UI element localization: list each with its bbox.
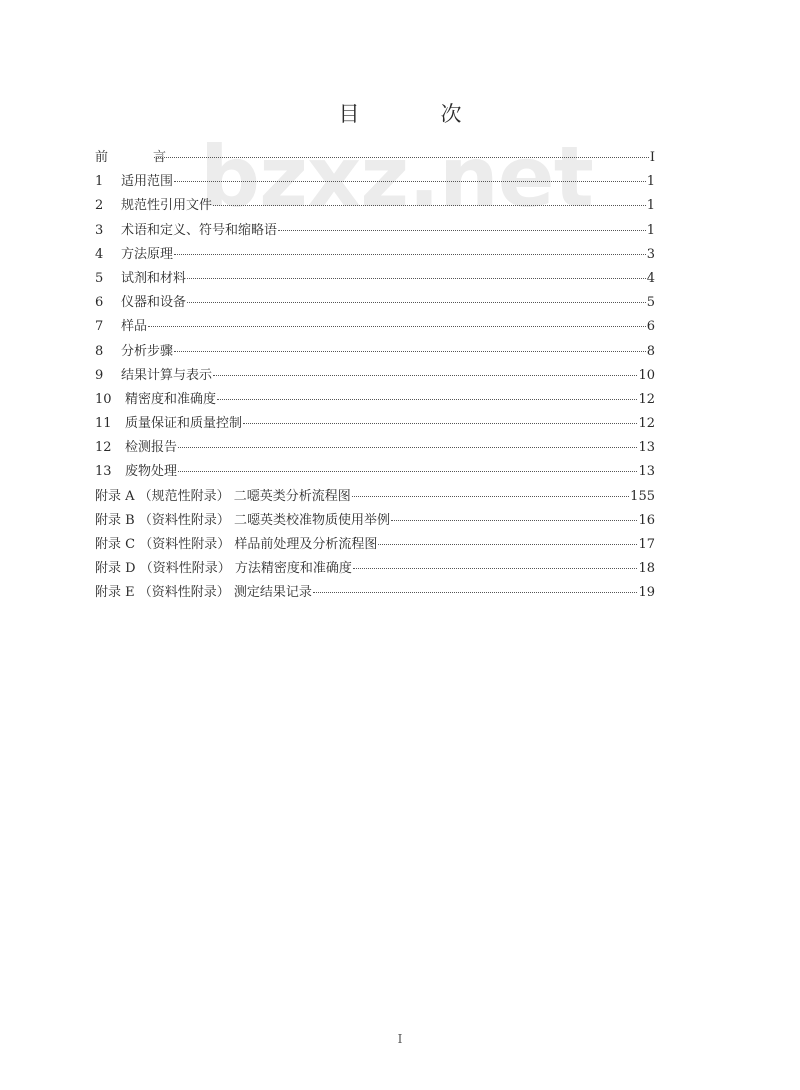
toc-entry-label: 结果计算与表示	[121, 367, 213, 383]
toc-entry-label: 精密度和准确度	[125, 391, 217, 407]
dot-leader	[391, 508, 638, 521]
toc-entry-label: 仪器和设备	[121, 295, 187, 311]
dot-leader	[213, 363, 637, 376]
dot-leader	[148, 315, 646, 328]
table-of-contents	[95, 146, 655, 606]
dot-leader	[213, 194, 646, 207]
dot-leader	[178, 436, 637, 449]
toc-entry-number: 10	[95, 391, 112, 407]
toc-entry-page: 17	[638, 537, 655, 552]
toc-entry[interactable]	[95, 291, 655, 315]
toc-entry-label: 术语和定义、符号和缩略语	[121, 222, 278, 238]
toc-entry-page: 1	[646, 198, 655, 214]
toc-entry[interactable]	[95, 557, 655, 581]
toc-entry-page: 16	[638, 512, 655, 528]
dot-leader	[174, 339, 646, 352]
toc-entry-label: 样品	[121, 319, 148, 335]
dot-leader	[174, 170, 646, 183]
toc-entry-number: 7	[95, 319, 104, 335]
toc-entry-label: 分析步骤	[121, 343, 174, 359]
toc-entry[interactable]	[95, 315, 655, 339]
page-number-footer: I	[397, 1032, 403, 1046]
dot-leader	[174, 242, 646, 255]
toc-entry-page: I	[649, 150, 655, 165]
toc-entry[interactable]	[95, 340, 655, 364]
toc-entry-page: 13	[638, 440, 655, 456]
dot-leader	[154, 145, 649, 158]
toc-entry-number: 1	[95, 174, 104, 190]
toc-entry-page: 12	[638, 391, 655, 407]
toc-entry-label: 附录 C （资料性附录） 样品前处理及分析流程图	[95, 537, 378, 552]
toc-entry-number: 5	[95, 270, 104, 286]
dot-leader	[178, 460, 637, 473]
toc-entry-page: 18	[638, 561, 655, 577]
toc-entry-number: 3	[95, 222, 104, 238]
toc-entry[interactable]	[95, 412, 655, 436]
toc-entry-page: 1	[646, 174, 655, 190]
toc-entry-label: 废物处理	[125, 464, 178, 480]
toc-entry-label: 附录 D （资料性附录） 方法精密度和准确度	[95, 561, 352, 577]
toc-entry[interactable]	[95, 581, 655, 605]
toc-entry-label: 质量保证和质量控制	[125, 416, 243, 432]
dot-leader	[187, 266, 646, 279]
toc-entry-page: 155	[630, 488, 655, 504]
toc-entry-page: 19	[638, 585, 655, 601]
toc-entry[interactable]	[95, 485, 655, 509]
toc-entry-page: 1	[646, 222, 655, 238]
toc-entry-page: 10	[638, 367, 655, 383]
toc-entry-page: 4	[646, 270, 655, 286]
toc-entry-page: 12	[638, 416, 655, 432]
toc-entry-number: 6	[95, 295, 104, 311]
toc-entry-page: 3	[646, 246, 655, 262]
toc-entry-page: 13	[638, 464, 655, 480]
dot-leader	[243, 411, 637, 424]
toc-entry-page: 6	[646, 319, 655, 335]
dot-leader	[217, 387, 637, 400]
toc-entry-label: 附录 E （资料性附录） 测定结果记录	[95, 585, 312, 601]
toc-entry-number: 前 言	[95, 150, 183, 165]
toc-entry-number: 4	[95, 246, 104, 262]
toc-entry[interactable]	[95, 460, 655, 484]
toc-entry-number: 11	[95, 416, 112, 432]
toc-entry-label: 试剂和材料	[121, 270, 187, 286]
watermark: bzxz.net	[200, 128, 593, 226]
toc-entry[interactable]	[95, 219, 655, 243]
toc-entry-page: 5	[646, 295, 655, 311]
toc-entry[interactable]	[95, 194, 655, 218]
toc-entry-label: 附录 B （资料性附录） 二噁英类校准物质使用举例	[95, 512, 390, 528]
toc-entry[interactable]	[95, 364, 655, 388]
toc-entry-number: 13	[95, 464, 112, 480]
toc-entry-number: 2	[95, 198, 104, 214]
dot-leader	[352, 484, 629, 497]
toc-entry[interactable]	[95, 243, 655, 267]
toc-entry-page: 8	[646, 343, 655, 359]
toc-entry[interactable]	[95, 267, 655, 291]
toc-entry[interactable]	[95, 533, 655, 557]
dot-leader	[313, 581, 638, 594]
toc-entry-label: 检测报告	[125, 440, 178, 456]
toc-entry[interactable]	[95, 509, 655, 533]
dot-leader	[187, 290, 646, 303]
toc-entry-number: 8	[95, 343, 104, 359]
toc-entry[interactable]	[95, 170, 655, 194]
toc-entry-label: 规范性引用文件	[121, 198, 213, 214]
page-title: 目 次	[338, 102, 492, 126]
dot-leader	[353, 557, 638, 570]
dot-leader	[378, 532, 637, 545]
toc-entry[interactable]	[95, 388, 655, 412]
toc-entry[interactable]	[95, 146, 655, 170]
toc-entry-label: 附录 A （规范性附录） 二噁英类分析流程图	[95, 488, 351, 504]
toc-entry[interactable]	[95, 436, 655, 460]
toc-entry-label: 方法原理	[121, 246, 174, 262]
toc-entry-number: 12	[95, 440, 112, 456]
dot-leader	[278, 218, 646, 231]
toc-entry-number: 9	[95, 367, 104, 383]
toc-entry-label: 适用范围	[121, 174, 174, 190]
